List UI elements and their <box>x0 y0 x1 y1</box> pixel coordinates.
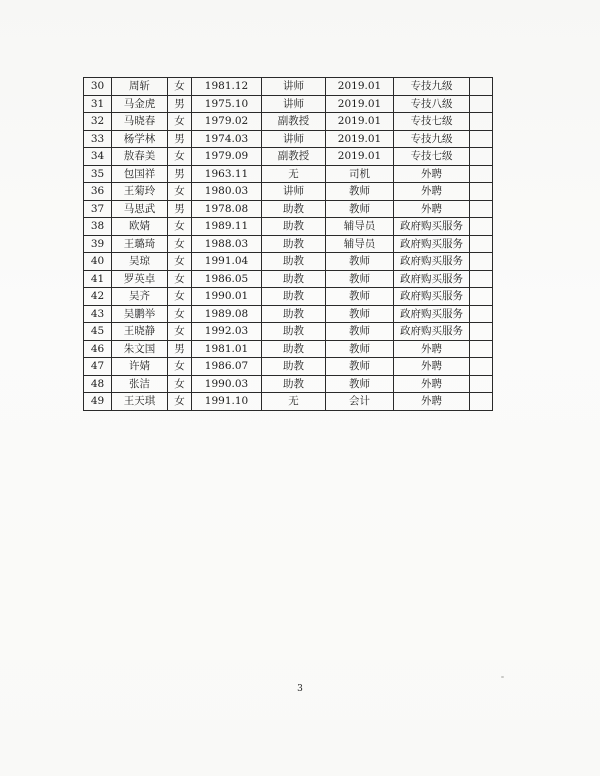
cell-position: 教师 <box>326 323 394 341</box>
cell-birth-date: 1988.03 <box>192 235 262 253</box>
cell-birth-date: 1975.10 <box>192 95 262 113</box>
table-row <box>84 235 493 253</box>
cell-row-number: 33 <box>84 130 112 148</box>
cell-gender: 男 <box>168 340 192 358</box>
cell-name: 吴齐 <box>112 288 168 306</box>
cell-name: 欧婧 <box>112 218 168 236</box>
cell-position: 2019.01 <box>326 130 394 148</box>
cell-name: 周斩 <box>112 78 168 96</box>
cell-birth-date: 1981.12 <box>192 78 262 96</box>
cell-remark <box>470 218 493 236</box>
cell-name: 王菊玲 <box>112 183 168 201</box>
cell-position: 司机 <box>326 165 394 183</box>
cell-gender: 女 <box>168 235 192 253</box>
cell-remark <box>470 253 493 271</box>
cell-name: 张洁 <box>112 375 168 393</box>
cell-row-number: 48 <box>84 375 112 393</box>
cell-title: 无 <box>262 393 326 411</box>
cell-remark <box>470 95 493 113</box>
table-row <box>84 78 493 96</box>
cell-rank: 专技七级 <box>394 113 470 131</box>
cell-remark <box>470 305 493 323</box>
cell-title: 助教 <box>262 253 326 271</box>
cell-gender: 女 <box>168 113 192 131</box>
cell-position: 2019.01 <box>326 148 394 166</box>
cell-title: 助教 <box>262 375 326 393</box>
cell-rank: 外聘 <box>394 340 470 358</box>
cell-row-number: 30 <box>84 78 112 96</box>
cell-row-number: 32 <box>84 113 112 131</box>
cell-position: 教师 <box>326 375 394 393</box>
cell-name: 敖春美 <box>112 148 168 166</box>
cell-row-number: 40 <box>84 253 112 271</box>
table-row <box>84 253 493 271</box>
cell-name: 罗英卓 <box>112 270 168 288</box>
cell-rank: 政府购买服务 <box>394 270 470 288</box>
cell-rank: 专技九级 <box>394 130 470 148</box>
cell-birth-date: 1990.01 <box>192 288 262 306</box>
cell-birth-date: 1979.09 <box>192 148 262 166</box>
cell-title: 讲师 <box>262 78 326 96</box>
staff-table-body <box>84 78 493 411</box>
cell-position: 教师 <box>326 305 394 323</box>
table-row <box>84 218 493 236</box>
cell-row-number: 36 <box>84 183 112 201</box>
cell-name: 马金虎 <box>112 95 168 113</box>
cell-rank: 外聘 <box>394 358 470 376</box>
staff-table <box>83 77 493 411</box>
cell-rank: 政府购买服务 <box>394 253 470 271</box>
cell-gender: 男 <box>168 130 192 148</box>
table-row <box>84 375 493 393</box>
cell-row-number: 41 <box>84 270 112 288</box>
cell-row-number: 35 <box>84 165 112 183</box>
cell-row-number: 46 <box>84 340 112 358</box>
cell-position: 2019.01 <box>326 95 394 113</box>
cell-position: 2019.01 <box>326 78 394 96</box>
cell-row-number: 39 <box>84 235 112 253</box>
cell-row-number: 37 <box>84 200 112 218</box>
cell-title: 助教 <box>262 218 326 236</box>
cell-position: 教师 <box>326 288 394 306</box>
cell-gender: 女 <box>168 253 192 271</box>
table-row <box>84 95 493 113</box>
cell-name: 王天琪 <box>112 393 168 411</box>
cell-row-number: 45 <box>84 323 112 341</box>
cell-position: 教师 <box>326 340 394 358</box>
cell-gender: 女 <box>168 148 192 166</box>
page-number: 3 <box>297 684 303 694</box>
cell-title: 助教 <box>262 323 326 341</box>
cell-remark <box>470 358 493 376</box>
cell-position: 教师 <box>326 183 394 201</box>
cell-remark <box>470 235 493 253</box>
table-row <box>84 323 493 341</box>
cell-birth-date: 1980.03 <box>192 183 262 201</box>
cell-row-number: 31 <box>84 95 112 113</box>
cell-rank: 政府购买服务 <box>394 235 470 253</box>
cell-rank: 外聘 <box>394 183 470 201</box>
scan-speck <box>501 676 504 678</box>
cell-rank: 外聘 <box>394 393 470 411</box>
cell-birth-date: 1991.04 <box>192 253 262 271</box>
table-row <box>84 340 493 358</box>
cell-remark <box>470 183 493 201</box>
cell-title: 助教 <box>262 288 326 306</box>
cell-rank: 专技八级 <box>394 95 470 113</box>
cell-rank: 外聘 <box>394 165 470 183</box>
cell-birth-date: 1989.11 <box>192 218 262 236</box>
cell-name: 吴琼 <box>112 253 168 271</box>
cell-row-number: 42 <box>84 288 112 306</box>
table-row <box>84 305 493 323</box>
cell-gender: 女 <box>168 78 192 96</box>
cell-rank: 政府购买服务 <box>394 323 470 341</box>
table-row <box>84 130 493 148</box>
table-row <box>84 200 493 218</box>
cell-title: 讲师 <box>262 95 326 113</box>
cell-remark <box>470 288 493 306</box>
cell-gender: 男 <box>168 165 192 183</box>
cell-gender: 女 <box>168 183 192 201</box>
cell-gender: 女 <box>168 323 192 341</box>
cell-title: 助教 <box>262 235 326 253</box>
cell-position: 教师 <box>326 270 394 288</box>
cell-birth-date: 1991.10 <box>192 393 262 411</box>
cell-row-number: 34 <box>84 148 112 166</box>
cell-name: 杨学林 <box>112 130 168 148</box>
cell-title: 讲师 <box>262 183 326 201</box>
cell-row-number: 47 <box>84 358 112 376</box>
cell-birth-date: 1989.08 <box>192 305 262 323</box>
cell-title: 讲师 <box>262 130 326 148</box>
cell-rank: 政府购买服务 <box>394 288 470 306</box>
table-row <box>84 393 493 411</box>
table-row <box>84 148 493 166</box>
table-row <box>84 288 493 306</box>
cell-gender: 女 <box>168 358 192 376</box>
cell-row-number: 43 <box>84 305 112 323</box>
cell-position: 辅导员 <box>326 235 394 253</box>
cell-remark <box>470 200 493 218</box>
cell-position: 教师 <box>326 253 394 271</box>
cell-remark <box>470 78 493 96</box>
cell-rank: 政府购买服务 <box>394 218 470 236</box>
cell-name: 王璐琦 <box>112 235 168 253</box>
cell-birth-date: 1974.03 <box>192 130 262 148</box>
cell-remark <box>470 113 493 131</box>
cell-name: 朱文国 <box>112 340 168 358</box>
cell-rank: 专技七级 <box>394 148 470 166</box>
cell-title: 无 <box>262 165 326 183</box>
cell-gender: 女 <box>168 305 192 323</box>
cell-gender: 男 <box>168 95 192 113</box>
cell-birth-date: 1963.11 <box>192 165 262 183</box>
cell-birth-date: 1986.07 <box>192 358 262 376</box>
cell-gender: 女 <box>168 375 192 393</box>
cell-remark <box>470 130 493 148</box>
cell-gender: 女 <box>168 218 192 236</box>
cell-position: 教师 <box>326 358 394 376</box>
cell-position: 2019.01 <box>326 113 394 131</box>
cell-name: 马晓春 <box>112 113 168 131</box>
cell-birth-date: 1986.05 <box>192 270 262 288</box>
cell-birth-date: 1981.01 <box>192 340 262 358</box>
cell-title: 助教 <box>262 200 326 218</box>
cell-remark <box>470 270 493 288</box>
cell-name: 马思武 <box>112 200 168 218</box>
cell-name: 王晓静 <box>112 323 168 341</box>
cell-title: 副教授 <box>262 113 326 131</box>
table-row <box>84 113 493 131</box>
cell-row-number: 49 <box>84 393 112 411</box>
cell-remark <box>470 375 493 393</box>
table-row <box>84 270 493 288</box>
cell-birth-date: 1979.02 <box>192 113 262 131</box>
cell-gender: 女 <box>168 393 192 411</box>
cell-name: 许婧 <box>112 358 168 376</box>
cell-name: 吴鹏举 <box>112 305 168 323</box>
cell-birth-date: 1992.03 <box>192 323 262 341</box>
cell-remark <box>470 165 493 183</box>
cell-remark <box>470 340 493 358</box>
cell-rank: 外聘 <box>394 375 470 393</box>
cell-title: 助教 <box>262 358 326 376</box>
cell-birth-date: 1990.03 <box>192 375 262 393</box>
cell-title: 助教 <box>262 340 326 358</box>
cell-title: 助教 <box>262 270 326 288</box>
cell-title: 副教授 <box>262 148 326 166</box>
cell-name: 包国祥 <box>112 165 168 183</box>
cell-remark <box>470 148 493 166</box>
cell-rank: 外聘 <box>394 200 470 218</box>
cell-position: 会计 <box>326 393 394 411</box>
cell-gender: 男 <box>168 200 192 218</box>
cell-row-number: 38 <box>84 218 112 236</box>
cell-gender: 女 <box>168 288 192 306</box>
table-row <box>84 183 493 201</box>
cell-remark <box>470 323 493 341</box>
cell-gender: 女 <box>168 270 192 288</box>
cell-rank: 专技九级 <box>394 78 470 96</box>
cell-remark <box>470 393 493 411</box>
cell-position: 辅导员 <box>326 218 394 236</box>
cell-title: 助教 <box>262 305 326 323</box>
cell-birth-date: 1978.08 <box>192 200 262 218</box>
cell-rank: 政府购买服务 <box>394 305 470 323</box>
table-row <box>84 165 493 183</box>
cell-position: 教师 <box>326 200 394 218</box>
table-row <box>84 358 493 376</box>
